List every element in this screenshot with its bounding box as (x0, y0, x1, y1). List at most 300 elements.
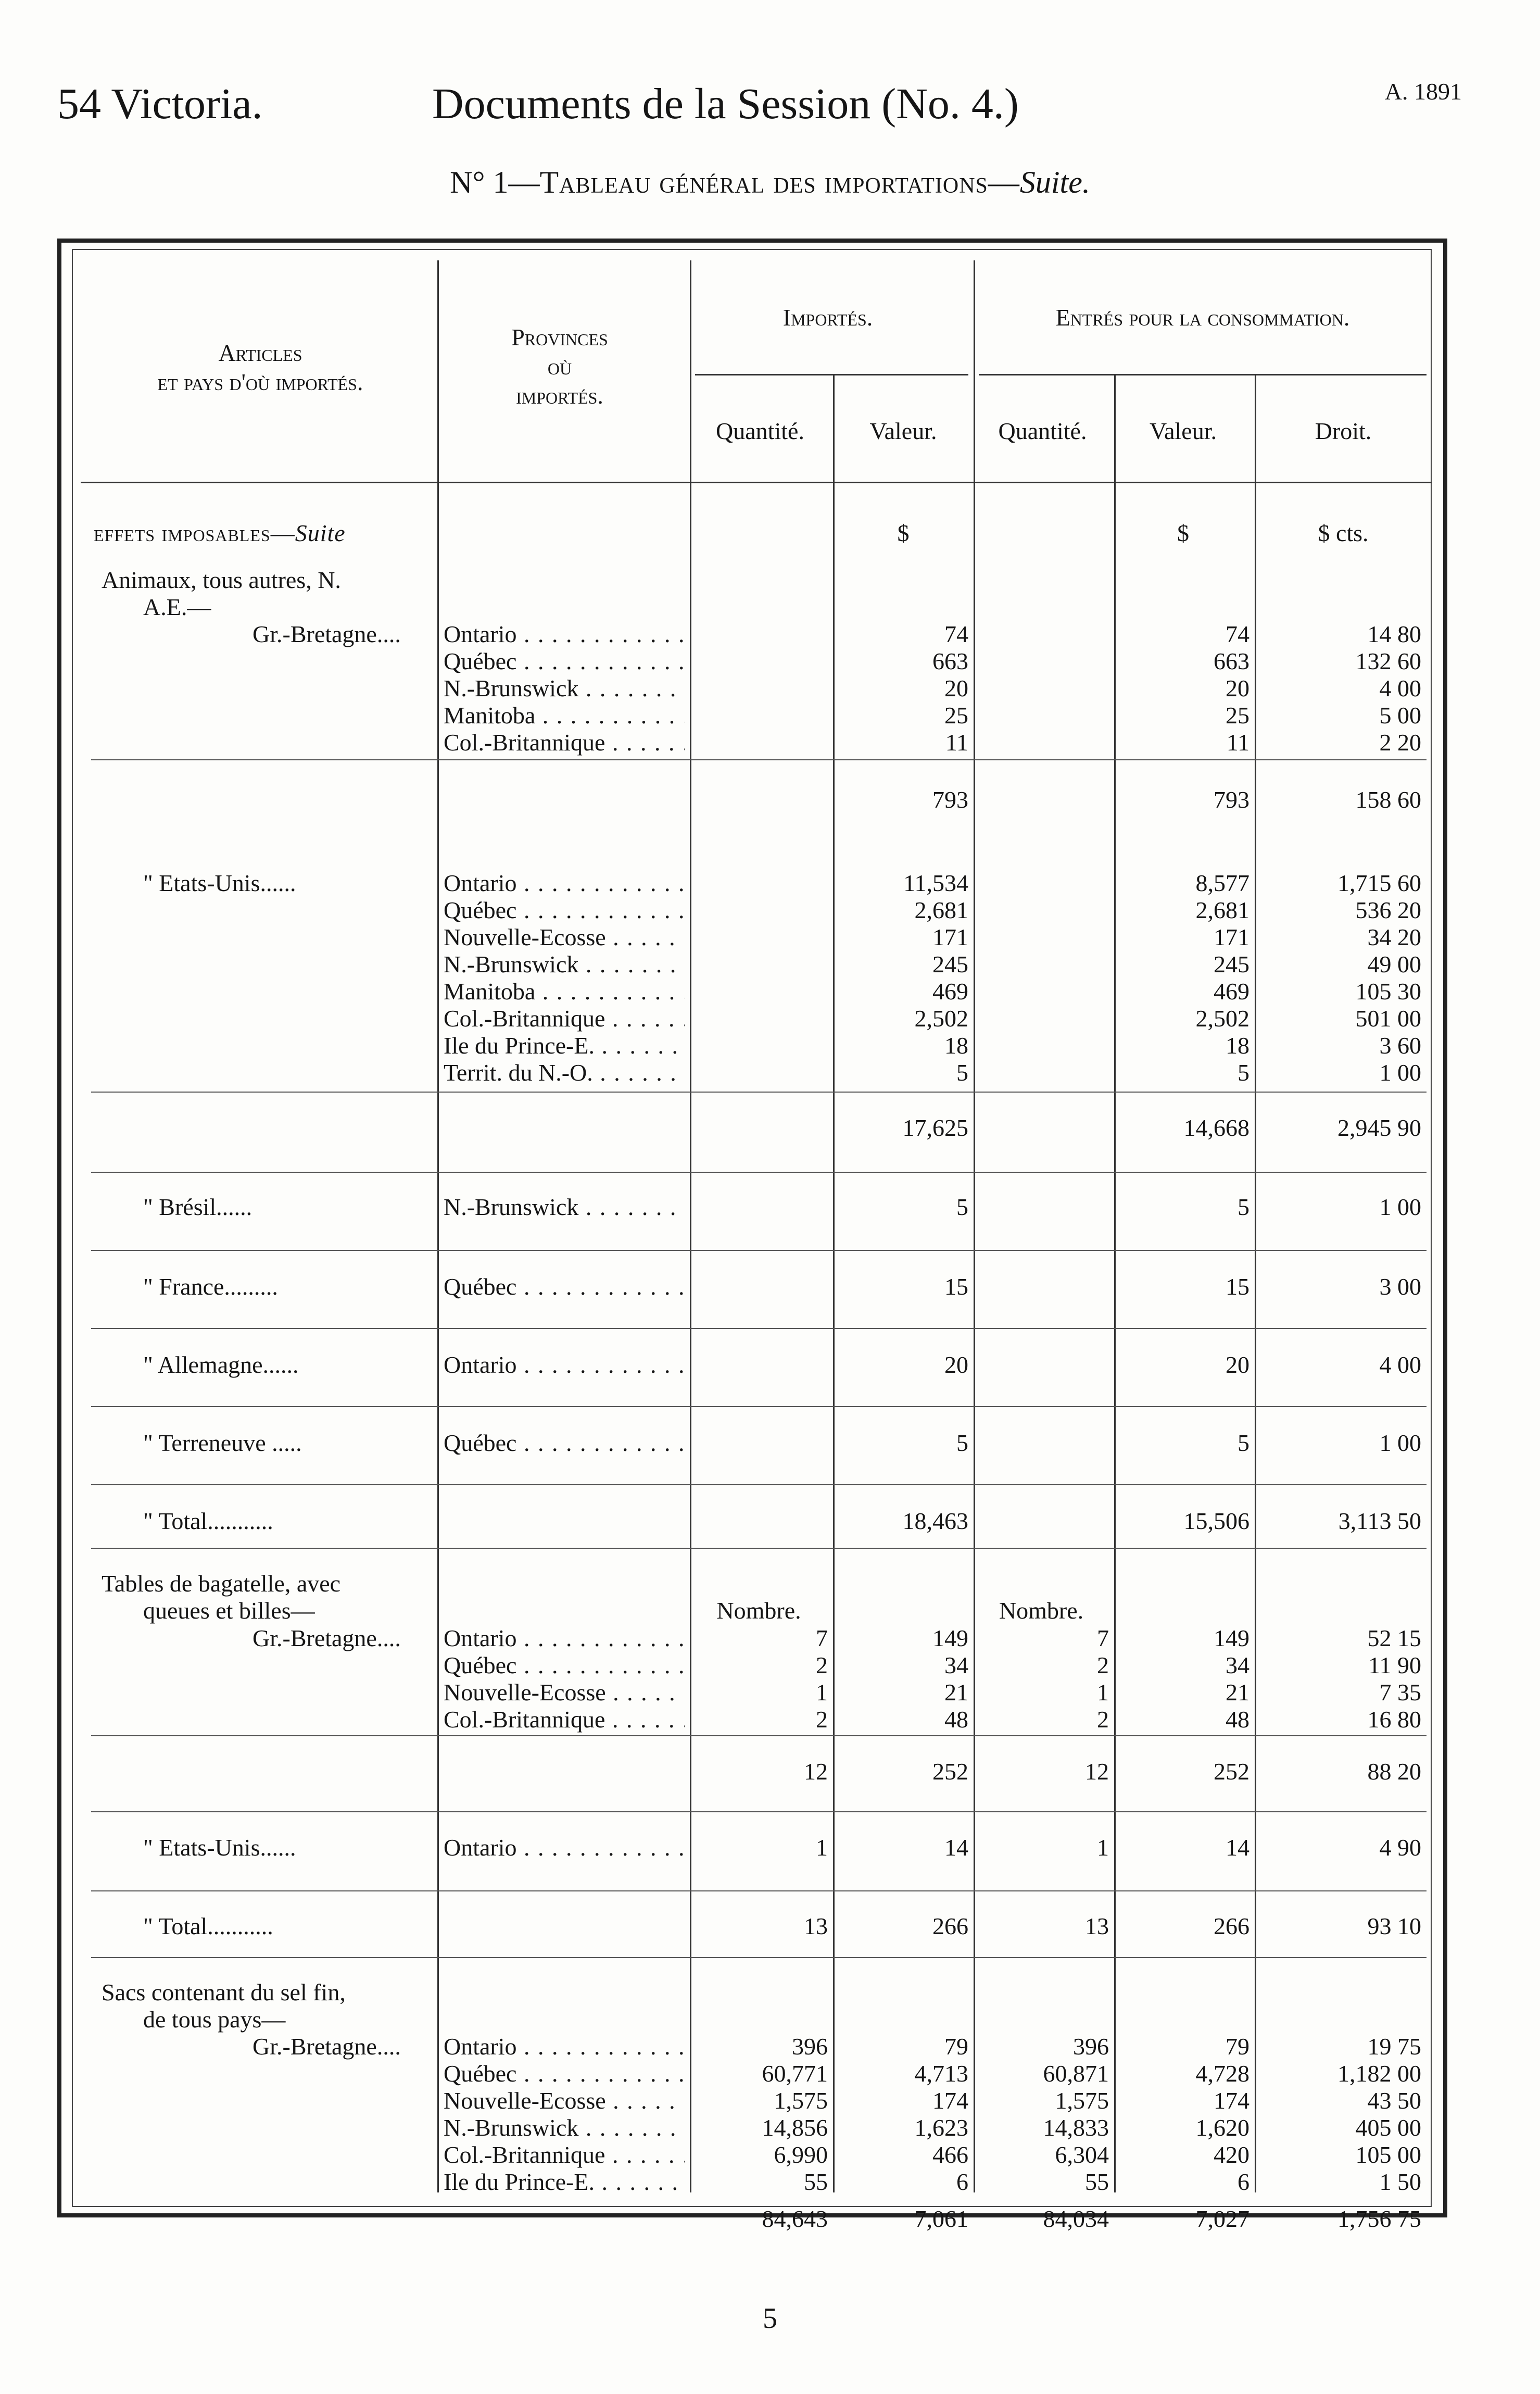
cell-prov: Québec . . . (444, 1430, 685, 1457)
cell-vi: 6 (956, 2169, 968, 2195)
table-title-suite: Suite. (1019, 165, 1090, 199)
cell-ve: 34 (1226, 1652, 1249, 1678)
cell-qi: 55 (804, 2169, 828, 2195)
cell-qi (690, 729, 828, 756)
page-number: 5 (763, 2302, 777, 2335)
cell-ve: 15,506 (1183, 1508, 1249, 1534)
cell-qi (690, 951, 828, 978)
cell-ve: 14 (1226, 1834, 1249, 1861)
cell-qi: 6,990 (774, 2141, 828, 2168)
cell-dr: 536 20 (1355, 897, 1421, 923)
cell-vi: 5 (956, 1430, 968, 1456)
cell-prov: Nouvelle-Ecosse . . . (444, 1679, 685, 1706)
cell-qi (690, 1059, 828, 1086)
cell-vi: 469 (932, 978, 968, 1005)
cell-prov: Col.-Britannique . . . (444, 729, 685, 756)
cell-dr: 158 60 (1355, 786, 1421, 813)
group-separator (91, 1548, 1427, 1549)
cell-qe (974, 1273, 1109, 1300)
cell-qi (690, 567, 828, 594)
running-head (57, 78, 1462, 130)
cell-prov: Ontario . . . (444, 1625, 685, 1652)
cell-dr: 3 60 (1379, 1032, 1421, 1059)
cell-art: queues et billes— (143, 1597, 315, 1624)
cell-ve (1114, 1979, 1249, 2006)
cell-vi (833, 2006, 968, 2033)
cell-art: Gr.-Bretagne.... (253, 1625, 401, 1651)
cell-art: A.E.— (143, 594, 211, 620)
cell-art (102, 2205, 432, 2233)
cell-qe: 1,575 (1055, 2087, 1109, 2114)
cell-vi: 1,623 (914, 2114, 968, 2141)
cell-ve: 5 (1238, 1430, 1249, 1456)
cell-art: Sacs contenant du sel fin, (102, 1979, 346, 2006)
cell-qi (690, 1570, 828, 1597)
group-separator (91, 1092, 1427, 1093)
group-separator (91, 1811, 1427, 1812)
cell-ve (1114, 1570, 1249, 1597)
cell-prov (444, 786, 685, 813)
cell-dr: 49 00 (1367, 951, 1421, 977)
group-separator (91, 1406, 1427, 1407)
cell-dr: 1 00 (1379, 1194, 1421, 1220)
cell-qe: 1 (1097, 1679, 1109, 1706)
cell-ve: 4,728 (1195, 2060, 1249, 2087)
cell-qe (974, 951, 1109, 978)
cell-vi: 252 (932, 1758, 968, 1785)
table-title-text: Tableau général des importations— (539, 165, 1020, 199)
cell-qi (690, 978, 828, 1005)
cell-dr: 105 00 (1355, 2141, 1421, 2168)
cell-qi: 12 (804, 1758, 828, 1785)
cell-qi: 84,643 (762, 2205, 828, 2232)
cell-vi (833, 1570, 968, 1597)
cell-qe (974, 1005, 1109, 1032)
cell-art (102, 1114, 432, 1142)
cell-ve: 15 (1226, 1273, 1249, 1300)
cell-qe (974, 1194, 1109, 1221)
cell-dr: 43 50 (1367, 2087, 1421, 2114)
cell-dr: 5 00 (1379, 702, 1421, 729)
cell-art (102, 1758, 432, 1785)
cell-qi: 1 (816, 1679, 828, 1706)
rule-under-entres (979, 374, 1427, 375)
cell-qe: 7 (1097, 1625, 1109, 1651)
cell-vi: 18 (944, 1032, 968, 1059)
cell-art: " France......... (143, 1273, 278, 1300)
cell-qe (974, 1059, 1109, 1086)
cell-qi (690, 1351, 828, 1378)
group-separator (91, 1172, 1427, 1173)
cell-vi: 11,534 (903, 870, 968, 896)
cell-qi (690, 648, 828, 675)
cell-dr (1255, 567, 1421, 594)
cell-art: " Allemagne...... (143, 1351, 299, 1378)
cell-dr: 4 00 (1379, 675, 1421, 701)
cell-ve: 74 (1226, 621, 1249, 647)
cell-art: Gr.-Bretagne.... (253, 621, 401, 647)
cell-vi: 79 (944, 2033, 968, 2060)
cell-qe (974, 897, 1109, 924)
cell-qe (974, 1508, 1109, 1535)
table-number: N° 1— (450, 165, 540, 199)
cell-ve: 2,681 (1195, 897, 1249, 923)
cell-dr (1255, 1570, 1421, 1597)
cell-qe (974, 924, 1109, 951)
cell-vi: 2,502 (914, 1005, 968, 1032)
cell-art: " Etats-Unis...... (143, 870, 296, 896)
cell-qi (690, 675, 828, 702)
cell-art (102, 648, 432, 675)
group-separator (91, 1328, 1427, 1329)
cell-vi: 20 (944, 1351, 968, 1378)
cell-qi (690, 897, 828, 924)
cell-qe: Nombre. (999, 1597, 1084, 1624)
unit-valeur-importes: $ (897, 520, 910, 546)
cell-qi: 396 (792, 2033, 828, 2060)
cell-ve: 8,577 (1195, 870, 1249, 896)
running-head-left: 54 Victoria. (57, 80, 263, 128)
cell-vi: 25 (944, 702, 968, 729)
cell-prov: Ile du Prince-E. . . . (444, 2169, 685, 2196)
cell-qi: 1 (816, 1834, 828, 1861)
cell-art: Animaux, tous autres, N. (102, 567, 341, 593)
cell-vi: 174 (932, 2087, 968, 2114)
cell-art (102, 924, 432, 951)
group-separator (91, 1484, 1427, 1485)
cell-dr: 501 00 (1355, 1005, 1421, 1032)
cell-qi: 2 (816, 1652, 828, 1678)
cell-ve: 420 (1214, 2141, 1249, 2168)
cell-vi: 74 (944, 621, 968, 647)
cell-dr: 52 15 (1367, 1625, 1421, 1651)
cell-qi (690, 1508, 828, 1535)
cell-vi: 171 (932, 924, 968, 950)
cell-dr: 4 90 (1379, 1834, 1421, 1861)
cell-qe (974, 1570, 1109, 1597)
cell-qi (690, 1114, 828, 1142)
cell-qe (974, 870, 1109, 897)
cell-dr: 1,715 60 (1337, 870, 1421, 896)
cell-qi (690, 1032, 828, 1059)
cell-qi (690, 1005, 828, 1032)
cell-dr: 3 00 (1379, 1273, 1421, 1300)
cell-ve: 6 (1238, 2169, 1249, 2195)
cell-ve: 7,027 (1195, 2205, 1249, 2232)
cell-dr: 3,113 50 (1338, 1508, 1421, 1534)
cell-qi (690, 2006, 828, 2033)
cell-prov: Col.-Britannique . . . (444, 1706, 685, 1733)
cell-dr: 405 00 (1355, 2114, 1421, 2141)
group-separator (91, 759, 1427, 760)
cell-prov: Nouvelle-Ecosse . . . (444, 924, 685, 951)
cell-qe (974, 2006, 1109, 2033)
cell-qi: 13 (804, 1913, 828, 1939)
cell-qe (974, 675, 1109, 702)
cell-qi (690, 1273, 828, 1300)
cell-dr: 1,182 00 (1337, 2060, 1421, 2087)
cell-art: " Total........... (143, 1508, 273, 1534)
section-label-suite: Suite (295, 520, 346, 546)
header-droit: Droit. (1315, 418, 1372, 444)
cell-qi (690, 786, 828, 813)
cell-ve: 21 (1226, 1679, 1249, 1706)
cell-ve: 48 (1226, 1706, 1249, 1733)
cell-vi: 4,713 (914, 2060, 968, 2087)
cell-ve (1114, 1597, 1249, 1624)
cell-prov: Québec . . . (444, 648, 685, 675)
cell-qe (974, 1979, 1109, 2006)
cell-qi (690, 1979, 828, 2006)
cell-dr: 11 90 (1368, 1652, 1421, 1678)
cell-ve: 25 (1226, 702, 1249, 729)
cell-prov: N.-Brunswick . . . (444, 2114, 685, 2141)
cell-prov: Ontario . . . (444, 2033, 685, 2060)
cell-ve: 11 (1226, 729, 1249, 756)
cell-vi: 18,463 (902, 1508, 968, 1534)
cell-qe (974, 978, 1109, 1005)
header-provinces (437, 323, 682, 410)
cell-dr: 1,756 75 (1337, 2205, 1421, 2232)
cell-art (102, 702, 432, 729)
cell-vi: 663 (932, 648, 968, 674)
cell-dr: 14 80 (1367, 621, 1421, 647)
cell-art (102, 1032, 432, 1059)
cell-qe: 396 (1073, 2033, 1109, 2060)
cell-vi: 5 (956, 1194, 968, 1220)
cell-ve: 14,668 (1183, 1114, 1249, 1141)
cell-qi: 60,771 (762, 2060, 828, 2087)
cell-dr: 1 00 (1379, 1059, 1421, 1086)
cell-vi: 5 (956, 1059, 968, 1086)
header-provinces-line2: où (547, 353, 572, 380)
cell-qe (974, 729, 1109, 756)
cell-qe: 13 (1085, 1913, 1109, 1939)
cell-prov: Territ. du N.-O. . . . (444, 1059, 685, 1086)
cell-qi: 2 (816, 1706, 828, 1733)
cell-dr: 132 60 (1355, 648, 1421, 674)
cell-art (102, 1059, 432, 1086)
cell-qe: 55 (1085, 2169, 1109, 2195)
cell-dr: 19 75 (1367, 2033, 1421, 2060)
cell-prov (444, 594, 685, 621)
cell-vi: 2,681 (914, 897, 968, 923)
cell-art: " Total........... (143, 1913, 273, 1939)
cell-prov: Québec . . . (444, 897, 685, 924)
cell-art (102, 1652, 432, 1679)
cell-ve: 171 (1214, 924, 1249, 950)
group-separator (91, 1250, 1427, 1251)
cell-qe (974, 1032, 1109, 1059)
cell-prov: Col.-Britannique . . . (444, 2141, 685, 2169)
group-separator (91, 1957, 1427, 1958)
cell-qi: 7 (816, 1625, 828, 1651)
cell-dr: 1 00 (1379, 1430, 1421, 1456)
group-separator (91, 1890, 1427, 1891)
cell-ve: 149 (1214, 1625, 1249, 1651)
cell-qe: 2 (1097, 1652, 1109, 1678)
cell-qe (974, 594, 1109, 621)
section-label-text: effets imposables— (94, 520, 295, 546)
cell-ve: 174 (1214, 2087, 1249, 2114)
cell-vi: 149 (932, 1625, 968, 1651)
cell-qe (974, 1351, 1109, 1378)
cell-qe: 14,833 (1043, 2114, 1109, 2141)
cell-qi (690, 594, 828, 621)
running-head-right: A. 1891 (1384, 78, 1462, 105)
column-rule-quantite-entres (974, 260, 975, 2192)
cell-dr: 16 80 (1367, 1706, 1421, 1733)
cell-dr: 2 20 (1379, 729, 1421, 756)
cell-art (102, 786, 432, 813)
cell-ve: 18 (1226, 1032, 1249, 1059)
cell-ve: 793 (1214, 786, 1249, 813)
cell-art: Tables de bagatelle, avec (102, 1570, 341, 1597)
cell-art (102, 2114, 432, 2141)
cell-dr (1255, 1979, 1421, 2006)
cell-dr (1255, 1597, 1421, 1624)
cell-vi (833, 1597, 968, 1624)
cell-prov (444, 1979, 685, 2006)
cell-dr: 105 30 (1355, 978, 1421, 1005)
cell-prov (444, 1597, 685, 1624)
cell-vi: 20 (944, 675, 968, 701)
cell-dr: 4 00 (1379, 1351, 1421, 1378)
cell-qi: 1,575 (774, 2087, 828, 2114)
cell-art (102, 2060, 432, 2087)
column-rule-provinces (437, 260, 439, 2192)
cell-art (102, 2141, 432, 2169)
cell-qi (690, 924, 828, 951)
cell-ve (1114, 2006, 1249, 2033)
cell-vi (833, 1979, 968, 2006)
cell-art (102, 897, 432, 924)
cell-prov: N.-Brunswick . . . (444, 675, 685, 702)
header-quantite-importes: Quantité. (716, 418, 804, 444)
cell-ve (1114, 594, 1249, 621)
cell-ve: 5 (1238, 1194, 1249, 1220)
cell-dr: 34 20 (1367, 924, 1421, 950)
cell-prov: Ontario . . . (444, 621, 685, 648)
cell-qe (974, 1114, 1109, 1142)
cell-prov: Nouvelle-Ecosse . . . (444, 2087, 685, 2114)
unit-valeur-entres: $ (1177, 520, 1189, 546)
cell-prov: Manitoba . . . (444, 978, 685, 1005)
cell-art (102, 1679, 432, 1706)
cell-vi (833, 594, 968, 621)
cell-qe (974, 648, 1109, 675)
column-rule-quantite-importes (690, 260, 691, 2192)
cell-qi: 14,856 (762, 2114, 828, 2141)
cell-ve: 252 (1214, 1758, 1249, 1785)
header-articles-line1: Articles (218, 340, 302, 366)
cell-art (102, 2169, 432, 2196)
cell-prov (444, 1114, 685, 1142)
header-entres: Entrés pour la consommation. (1055, 304, 1350, 331)
cell-vi: 7,061 (914, 2205, 968, 2232)
rule-under-importes (695, 374, 968, 375)
cell-vi: 266 (932, 1913, 968, 1939)
cell-qe: 60,871 (1043, 2060, 1109, 2087)
cell-prov: N.-Brunswick . . . (444, 1194, 685, 1221)
cell-prov: Québec . . . (444, 2060, 685, 2087)
cell-art (102, 1706, 432, 1733)
cell-qe: 2 (1097, 1706, 1109, 1733)
header-quantite-entres: Quantité. (998, 418, 1087, 444)
cell-art (102, 1005, 432, 1032)
cell-art: Gr.-Bretagne.... (253, 2033, 401, 2060)
cell-qe: 6,304 (1055, 2141, 1109, 2168)
cell-qe: 84,034 (1043, 2205, 1109, 2232)
cell-qe (974, 1430, 1109, 1457)
table-title (0, 161, 1540, 203)
cell-dr (1255, 594, 1421, 621)
cell-ve (1114, 567, 1249, 594)
cell-prov (444, 1758, 685, 1785)
cell-art: de tous pays— (143, 2006, 286, 2033)
cell-qe (974, 702, 1109, 729)
cell-qi (690, 870, 828, 897)
cell-qi (690, 621, 828, 648)
section-label (94, 520, 432, 547)
cell-ve: 245 (1214, 951, 1249, 977)
cell-qi (690, 702, 828, 729)
cell-prov: N.-Brunswick . . . (444, 951, 685, 978)
cell-vi: 21 (944, 1679, 968, 1706)
group-separator (91, 1735, 1427, 1736)
rule-header-bottom (81, 482, 1432, 483)
cell-vi: 11 (945, 729, 968, 756)
cell-vi: 793 (932, 786, 968, 813)
cell-art (102, 978, 432, 1005)
cell-vi: 17,625 (902, 1114, 968, 1141)
cell-prov (444, 567, 685, 594)
cell-qi: Nombre. (716, 1597, 801, 1624)
cell-art: " Brésil...... (143, 1194, 253, 1220)
cell-qe (974, 567, 1109, 594)
cell-art (102, 675, 432, 702)
header-valeur-importes: Valeur. (869, 418, 937, 444)
cell-dr: 88 20 (1367, 1758, 1421, 1785)
cell-prov (444, 2205, 685, 2233)
cell-art (102, 2087, 432, 2114)
cell-ve: 2,502 (1195, 1005, 1249, 1032)
cell-dr: 7 35 (1379, 1679, 1421, 1706)
header-importes: Importés. (782, 304, 873, 331)
cell-ve: 469 (1214, 978, 1249, 1005)
cell-vi: 34 (944, 1652, 968, 1678)
cell-dr: 93 10 (1367, 1913, 1421, 1939)
unit-droit: $ cts. (1318, 520, 1369, 546)
header-articles (78, 339, 443, 397)
cell-dr: 1 50 (1379, 2169, 1421, 2195)
cell-ve: 266 (1214, 1913, 1249, 1939)
cell-art (102, 729, 432, 756)
cell-ve: 20 (1226, 1351, 1249, 1378)
cell-prov (444, 2006, 685, 2033)
cell-ve: 5 (1238, 1059, 1249, 1086)
cell-ve: 663 (1214, 648, 1249, 674)
cell-vi: 14 (944, 1834, 968, 1861)
cell-ve: 20 (1226, 675, 1249, 701)
running-head-center: Documents de la Session (No. 4.) (432, 80, 1019, 128)
cell-qi (690, 1430, 828, 1457)
cell-prov: Ontario . . . (444, 1351, 685, 1378)
cell-qe (974, 621, 1109, 648)
cell-art: " Terreneuve ..... (143, 1430, 302, 1456)
cell-dr (1255, 2006, 1421, 2033)
cell-vi: 245 (932, 951, 968, 977)
